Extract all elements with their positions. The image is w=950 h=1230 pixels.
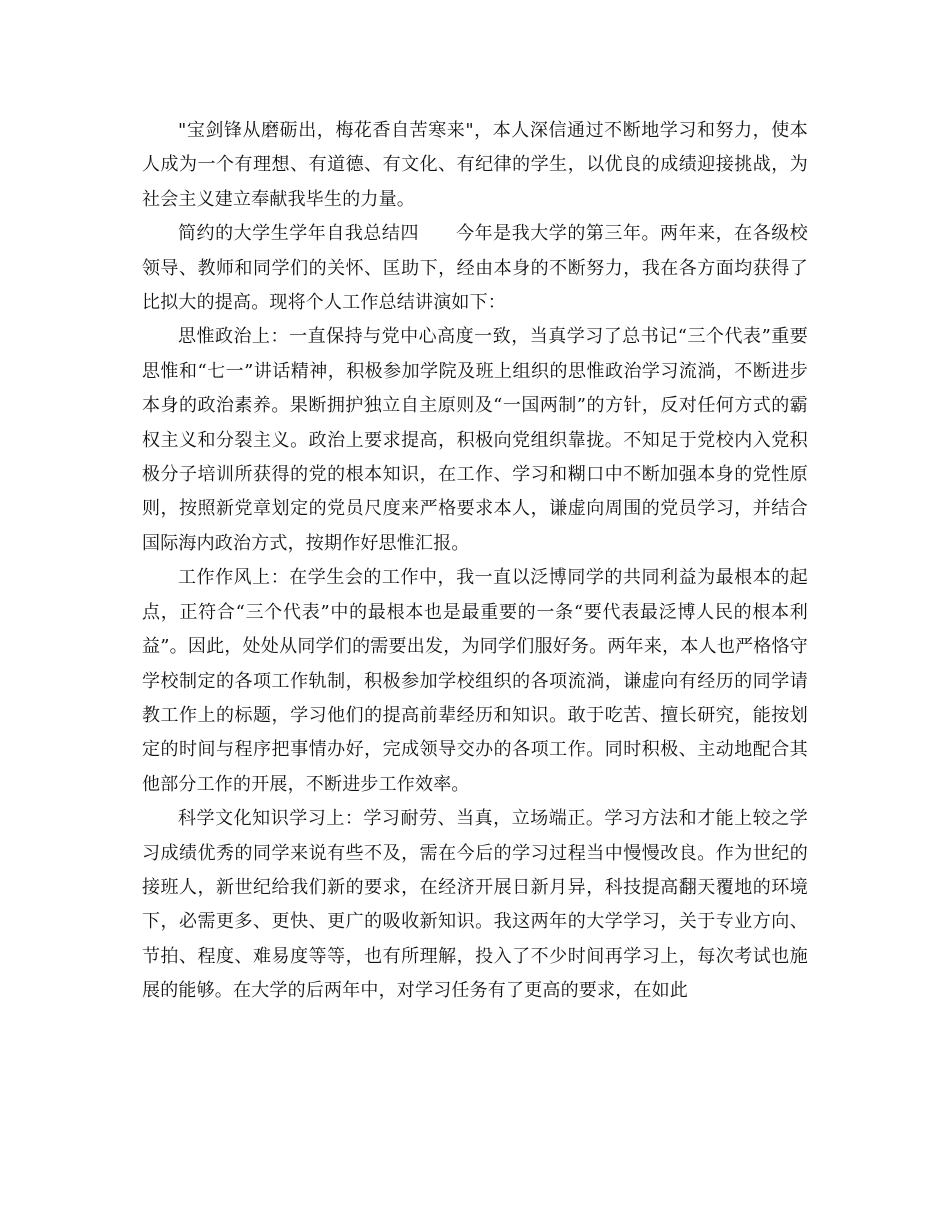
paragraph-closing-quote: "宝剑锋从磨砺出，梅花香自苦寒来"，本人深信通过不断地学习和努力，使本人成为一个有理想、有道德、有文化、有纪律的学生，以优良的成绩迎接挑战，为社会主义建立奉献我毕生的力量。 [142, 120, 808, 210]
paragraph-summary-intro: 简约的大学生学年自我总结四 今年是我大学的第三年。两年来，在各级校领导、教师和同学们的关怀、匡助下，经由本身的不断努力，我在各方面均获得了比拟大的提高。现将个人工作总结讲演如下： [142, 223, 808, 314]
paragraph-study: 科学文化知识学习上：学习耐劳、当真，立场端正。学习方法和才能上较之学习成绩优秀的同学来说有些不及，需在今后的学习过程当中慢慢改良。作为世纪的接班人，新世纪给我们新的要求，在经济开展日新月异，科技提高翻天覆地的环境下，必需更多、更快、更广的吸收新知识。我这两年的大学学习，关于专业方向、节拍、程度、难易度等等，也有所理解，投入了不少时间再学习上，每次考试也施展的能够。在大学的后两年中，对学习任务有了更高的要求，在如此 [142, 808, 808, 1002]
paragraph-political-thought: 思惟政治上：一直保持与党中心高度一致，当真学习了总书记“三个代表”重要思惟和“七一”讲话精神，积极参加学院及班上组织的思惟政治学习流淌，不断进步本身的政治素养。果断拥护独立自主原则及“一国两制”的方针，反对任何方式的霸权主义和分裂主义。政治上要求提高，积极向党组织靠拢。不知足于党校内入党积极分子培训所获得的党的根本知识，在工作、学习和糊口中不断加强本身的党性原则，按照新党章划定的党员尺度来严格要求本人，谦虚向周围的党员学习，并结合国际海内政治方式，按期作好思惟汇报。 [142, 326, 808, 554]
paragraph-work-style: 工作作风上：在学生会的工作中，我一直以泛博同学的共同利益为最根本的起点，正符合“三个代表”中的最根本也是最重要的一条“要代表最泛博人民的根本利益”。因此，处处从同学们的需要出发，为同学们服好务。两年来，本人也严格恪守学校制定的各项工作轨制，积极参加学校组织的各项流淌，谦虚向有经历的同学请教工作上的标题，学习他们的提高前辈经历和知识。敢于吃苦、擅长研究，能按划定的时间与程序把事情办好，完成领导交办的各项工作。同时积极、主动地配合其他部分工作的开展，不断进步工作效率。 [142, 567, 808, 795]
